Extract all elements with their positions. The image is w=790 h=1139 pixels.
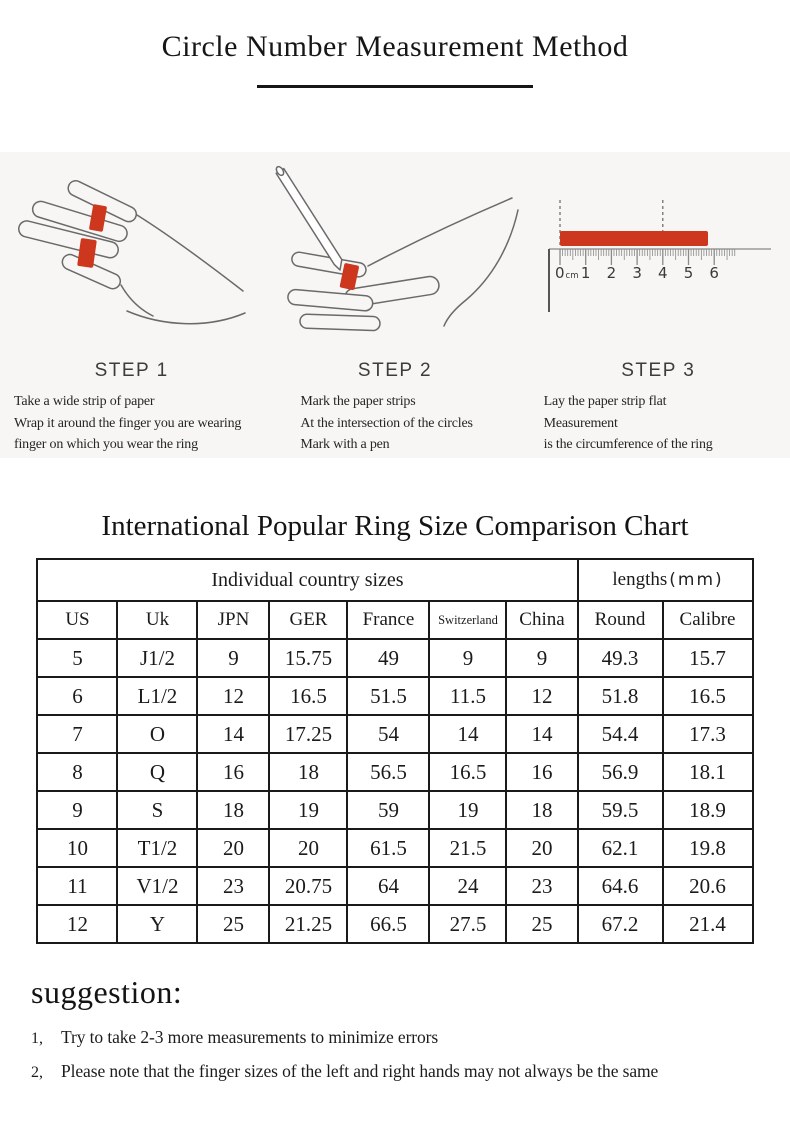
table-cell: 64 xyxy=(347,867,429,905)
table-row xyxy=(37,829,752,867)
table-cell: L1/2 xyxy=(117,677,197,715)
table-cell: 23 xyxy=(506,867,577,905)
hand-with-strip-icon xyxy=(7,159,257,354)
step-column-3 xyxy=(527,152,790,458)
ruler-unit: cm xyxy=(565,270,579,281)
column-header: China xyxy=(506,601,577,639)
ring-size-table xyxy=(36,558,753,944)
table-cell: 49.3 xyxy=(578,639,663,677)
step-column-1 xyxy=(0,152,263,458)
table-cell: 21.4 xyxy=(663,905,753,943)
column-header-row xyxy=(37,601,752,639)
column-header: Switzerland xyxy=(429,601,506,639)
table-cell: 20 xyxy=(269,829,347,867)
table-row xyxy=(37,715,752,753)
group-header-country-sizes: Individual country sizes xyxy=(37,559,577,601)
suggestion-item xyxy=(31,1055,790,1089)
step-line: Mark the paper strips xyxy=(300,394,416,409)
table-cell: V1/2 xyxy=(117,867,197,905)
ruler-numbers xyxy=(555,264,719,282)
ruler-number: 4 xyxy=(657,263,668,282)
table-cell: 14 xyxy=(506,715,577,753)
table-cell: 8 xyxy=(37,753,117,791)
table-cell: S xyxy=(117,791,197,829)
table-cell: T1/2 xyxy=(117,829,197,867)
table-cell: 16.5 xyxy=(269,677,347,715)
suggestion-text: Try to take 2-3 more measurements to minimize errors xyxy=(61,1027,439,1047)
table-cell: 19.8 xyxy=(663,829,753,867)
table-cell: 12 xyxy=(506,677,577,715)
step-label: STEP 1 xyxy=(94,360,169,381)
table-cell: 20.6 xyxy=(663,867,753,905)
suggestion-text: Please note that the finger sizes of the left and right hands may not always be the same xyxy=(61,1061,659,1081)
table-cell: 62.1 xyxy=(578,829,663,867)
hand-with-pen-icon xyxy=(270,156,520,356)
step-line: Take a wide strip of paper xyxy=(14,394,155,409)
table-cell: 20 xyxy=(197,829,269,867)
step-description xyxy=(263,391,526,456)
table-cell: 15.7 xyxy=(663,639,753,677)
table-cell: 19 xyxy=(269,791,347,829)
table-cell: 7 xyxy=(37,715,117,753)
table-cell: Q xyxy=(117,753,197,791)
table-cell: 27.5 xyxy=(429,905,506,943)
ruler-zero-label xyxy=(555,264,579,282)
group-header-row xyxy=(37,559,752,601)
table-cell: 9 xyxy=(197,639,269,677)
suggestion-list xyxy=(31,1021,790,1089)
table-row xyxy=(37,677,752,715)
table-cell: 59 xyxy=(347,791,429,829)
table-cell: 11.5 xyxy=(429,677,506,715)
table-cell: 16.5 xyxy=(429,753,506,791)
table-cell: 16.5 xyxy=(663,677,753,715)
table-cell: 16 xyxy=(197,753,269,791)
column-header: US xyxy=(37,601,117,639)
step-line: Mark with a pen xyxy=(300,437,390,452)
table-cell: 9 xyxy=(429,639,506,677)
step-line: Wrap it around the finger you are wearing xyxy=(14,415,242,431)
table-cell: 21.5 xyxy=(429,829,506,867)
table-cell: 5 xyxy=(37,639,117,677)
table-cell: 18.1 xyxy=(663,753,753,791)
hand-back-contour xyxy=(368,198,512,266)
step-column-2 xyxy=(263,152,526,458)
table-cell: 19 xyxy=(429,791,506,829)
hand-pen-marking-illustration xyxy=(263,152,526,360)
step-line: is the circumference of the ring xyxy=(543,437,713,452)
ruler-number: 6 xyxy=(709,263,719,282)
step-line: finger on which you wear the ring xyxy=(14,437,198,452)
table-cell: J1/2 xyxy=(117,639,197,677)
column-header: Round xyxy=(578,601,663,639)
group-header-lengths xyxy=(578,559,753,601)
title-block xyxy=(0,0,790,152)
table-cell: 61.5 xyxy=(347,829,429,867)
table-cell: 6 xyxy=(37,677,117,715)
table-row xyxy=(37,753,752,791)
table-cell: 56.9 xyxy=(578,753,663,791)
table-cell: 67.2 xyxy=(578,905,663,943)
page-title: Circle Number Measurement Method xyxy=(161,30,629,63)
table-cell: 18 xyxy=(269,753,347,791)
chart-title: International Popular Ring Size Comparison Chart xyxy=(101,510,689,542)
table-cell: 25 xyxy=(506,905,577,943)
ruler-ticks xyxy=(560,249,735,265)
table-cell: 64.6 xyxy=(578,867,663,905)
table-cell: 11 xyxy=(37,867,117,905)
ruler-number: 2 xyxy=(606,263,616,282)
table-cell: 14 xyxy=(197,715,269,753)
paper-strip-flat xyxy=(560,231,708,246)
table-cell: Y xyxy=(117,905,197,943)
title-underline xyxy=(257,85,533,88)
ruler-number: 3 xyxy=(632,263,642,282)
column-header: Calibre xyxy=(663,601,753,639)
table-cell: 17.3 xyxy=(663,715,753,753)
table-cell: 14 xyxy=(429,715,506,753)
table-cell: 49 xyxy=(347,639,429,677)
lengths-label: lengths xyxy=(612,569,668,590)
table-cell: 51.5 xyxy=(347,677,429,715)
table-cell: 54 xyxy=(347,715,429,753)
table-cell: 24 xyxy=(429,867,506,905)
table-cell: 10 xyxy=(37,829,117,867)
ruler-number: 1 xyxy=(580,263,591,282)
suggestion-number: 2, xyxy=(31,1064,43,1081)
ruler-icon xyxy=(541,194,776,319)
steps-band xyxy=(0,152,790,458)
table-cell: 12 xyxy=(197,677,269,715)
column-header: GER xyxy=(269,601,347,639)
palm-contour xyxy=(121,285,153,316)
table-cell: 17.25 xyxy=(269,715,347,753)
ruler-number: 5 xyxy=(683,263,694,282)
table-row xyxy=(37,867,752,905)
table-cell: 51.8 xyxy=(578,677,663,715)
ruler-illustration xyxy=(527,152,790,360)
table-row xyxy=(37,639,752,677)
step-line: Lay the paper strip flat xyxy=(543,394,667,409)
table-cell: 25 xyxy=(197,905,269,943)
step-line: At the intersection of the circles xyxy=(300,415,473,431)
column-header: France xyxy=(347,601,429,639)
table-cell: 59.5 xyxy=(578,791,663,829)
ring-finger xyxy=(300,314,380,331)
wrist-contour xyxy=(127,311,245,324)
table-cell: 20 xyxy=(506,829,577,867)
suggestion-item xyxy=(31,1021,790,1055)
hand-back-contour xyxy=(137,215,243,291)
column-header: Uk xyxy=(117,601,197,639)
table-cell: 16 xyxy=(506,753,577,791)
table-cell: 9 xyxy=(37,791,117,829)
table-cell: 18 xyxy=(506,791,577,829)
table-cell: 9 xyxy=(506,639,577,677)
suggestion-section xyxy=(31,974,790,1089)
table-cell: 12 xyxy=(37,905,117,943)
ruler-zero: 0 xyxy=(554,263,565,282)
step-description xyxy=(527,391,790,456)
size-table-body xyxy=(37,639,752,943)
table-cell: 56.5 xyxy=(347,753,429,791)
hand-paper-strip-illustration xyxy=(0,152,263,360)
step-description xyxy=(0,391,263,456)
table-cell: 21.25 xyxy=(269,905,347,943)
table-cell: 54.4 xyxy=(578,715,663,753)
step-label: STEP 2 xyxy=(357,360,433,381)
table-cell: 18 xyxy=(197,791,269,829)
suggestion-heading: suggestion: xyxy=(31,974,183,1010)
suggestion-number: 1, xyxy=(31,1030,43,1047)
lengths-unit: (mm) xyxy=(669,570,724,590)
table-cell: 18.9 xyxy=(663,791,753,829)
table-row xyxy=(37,791,752,829)
table-row xyxy=(37,905,752,943)
table-cell: O xyxy=(117,715,197,753)
column-header: JPN xyxy=(197,601,269,639)
table-cell: 15.75 xyxy=(269,639,347,677)
table-cell: 20.75 xyxy=(269,867,347,905)
wrist-contour xyxy=(444,210,518,326)
step-label: STEP 3 xyxy=(621,360,696,381)
table-cell: 66.5 xyxy=(347,905,429,943)
table-cell: 23 xyxy=(197,867,269,905)
step-line: Measurement xyxy=(543,415,618,431)
